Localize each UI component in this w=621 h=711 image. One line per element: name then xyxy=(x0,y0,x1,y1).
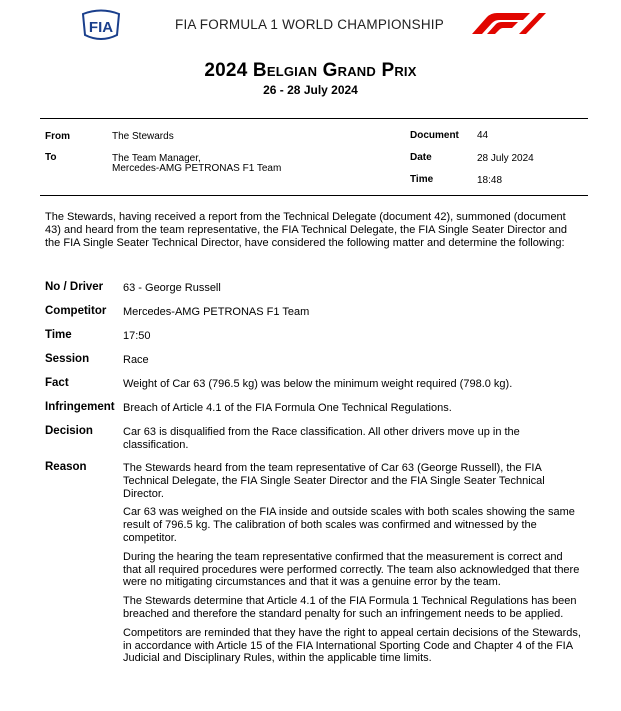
fia-logo-icon xyxy=(80,8,122,42)
to-label: To xyxy=(45,152,57,163)
session-value: Race xyxy=(123,354,149,366)
time-row-value: 17:50 xyxy=(123,330,151,342)
svg-text:FIA: FIA xyxy=(88,19,114,36)
header-divider xyxy=(40,118,588,119)
reason-paragraph: The Stewards heard from the team representative of Car 63 (George Russell), the FIA Technical Delegate, the FIA Single Seater Director and the FIA Single Seater Technical Director. xyxy=(123,462,545,500)
intro-paragraph: The Stewards, having received a report from the Technical Delegate (document 42), summoned (document 43) and heard from the team representative, the FIA Technical Delegate, the FIA Single Seater Director and the FIA Single Seater Technical Director, have considered the following matter and determine the following: xyxy=(45,211,567,249)
reason-label: Reason xyxy=(45,461,87,473)
to-line-1: The Team Manager, xyxy=(112,153,201,164)
event-dates: 26 - 28 July 2024 xyxy=(263,83,358,97)
no-driver-value: 63 - George Russell xyxy=(123,282,221,294)
decision-value: Car 63 is disqualified from the Race classification. All other drivers move up in the classification. xyxy=(123,426,520,451)
date-value: 28 July 2024 xyxy=(477,153,534,164)
document-value: 44 xyxy=(477,130,489,141)
date-label: Date xyxy=(410,152,432,163)
infringement-value: Breach of Article 4.1 of the FIA Formula One Technical Regulations. xyxy=(123,402,452,414)
f1-logo-icon xyxy=(470,12,548,34)
fact-label: Fact xyxy=(45,377,69,389)
decision-label: Decision xyxy=(45,425,93,437)
fact-value: Weight of Car 63 (796.5 kg) was below the minimum weight required (798.0 kg). xyxy=(123,378,513,390)
no-driver-label: No / Driver xyxy=(45,281,104,293)
championship-name: FIA FORMULA 1 WORLD CHAMPIONSHIP xyxy=(175,17,444,32)
competitor-label: Competitor xyxy=(45,305,107,317)
competitor-value: Mercedes-AMG PETRONAS F1 Team xyxy=(123,306,310,318)
meta-divider xyxy=(40,195,588,196)
event-title: 2024 Belgian Grand Prix xyxy=(204,60,417,81)
time-label: Time xyxy=(410,174,434,185)
to-line-2: Mercedes-AMG PETRONAS F1 Team xyxy=(112,163,282,174)
from-label: From xyxy=(45,131,70,142)
reason-paragraph: Competitors are reminded that they have the right to appeal certain decisions of the Stewards, in accordance with Article 15 of the FIA International Sporting Code and Chapter 4 of the FIA Judicial and Disciplinary Rules, within the applicable time limits. xyxy=(123,626,581,665)
reason-paragraph: During the hearing the team representative confirmed that the measurement is correct and that all required procedures were performed correctly. The team also acknowledged that there were no mitigating circumstances and that it was a genuine error by the team. xyxy=(123,550,580,589)
from-value: The Stewards xyxy=(112,131,174,142)
infringement-label: Infringement xyxy=(45,401,115,413)
time-value: 18:48 xyxy=(477,175,503,186)
reason-body xyxy=(123,462,583,671)
reason-paragraph: The Stewards determine that Article 4.1 of the FIA Formula 1 Technical Regulations has been breached and therefore the standard penalty for such an infringement needs to be applied. xyxy=(123,595,577,620)
session-label: Session xyxy=(45,353,90,365)
reason-paragraph: Car 63 was weighed on the FIA inside and outside scales with both scales showing the same result of 796.5 kg. The calibration of both scales was confirmed and witnessed by the competitor. xyxy=(123,506,575,544)
time-row-label: Time xyxy=(45,329,72,341)
document-label: Document xyxy=(410,130,459,141)
